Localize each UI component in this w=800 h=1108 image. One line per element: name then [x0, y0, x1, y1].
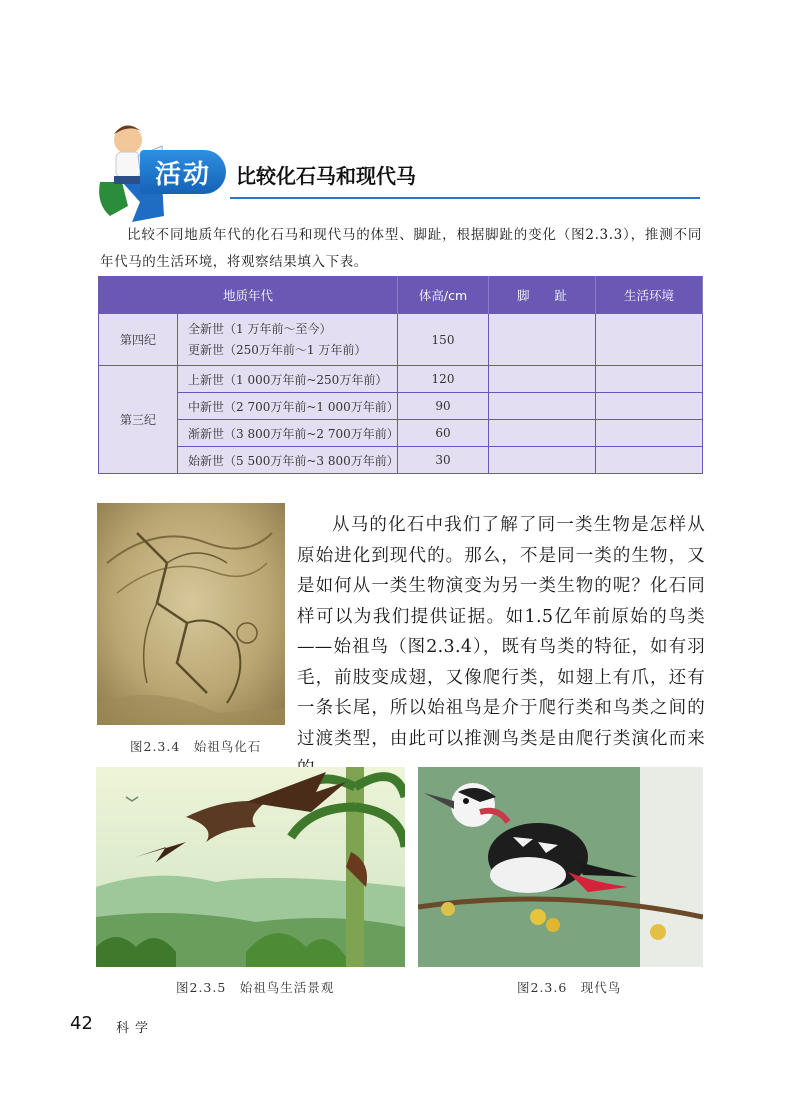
figure-caption: 图2.3.5 始祖鸟生活景观 — [176, 980, 335, 995]
header-geologic-era: 地质年代 — [99, 277, 398, 314]
table-row — [99, 447, 703, 474]
activity-underline — [230, 197, 700, 199]
horse-fossil-table — [98, 276, 703, 474]
toes-cell[interactable] — [489, 314, 596, 366]
epoch-line: 全新世（1 万年前～至今） — [188, 321, 332, 336]
era-cell: 第三纪 — [99, 366, 178, 474]
habitat-cell[interactable] — [596, 420, 703, 447]
header-habitat: 生活环境 — [596, 277, 703, 314]
subject-label: 科学 — [116, 1021, 155, 1036]
toes-cell[interactable] — [489, 366, 596, 393]
table-row — [99, 366, 703, 393]
archaeopteryx-habitat-image — [96, 767, 405, 967]
epoch-cell: 上新世（1 000万年前~250万年前） — [178, 366, 398, 393]
epoch-cell: 渐新世（3 800万年前~2 700万年前） — [178, 420, 398, 447]
height-cell: 120 — [398, 366, 489, 393]
height-cell: 30 — [398, 447, 489, 474]
height-cell: 150 — [398, 314, 489, 366]
epoch-line: 更新世（250万年前～1 万年前） — [188, 342, 367, 357]
header-toes: 脚 趾 — [489, 277, 596, 314]
toes-cell[interactable] — [489, 393, 596, 420]
habitat-cell[interactable] — [596, 366, 703, 393]
page-number: 42 — [70, 1013, 93, 1034]
archaeopteryx-fossil-image — [97, 503, 285, 725]
figure-caption: 图2.3.6 现代鸟 — [517, 980, 622, 995]
height-cell: 60 — [398, 420, 489, 447]
table-row — [99, 393, 703, 420]
activity-instructions: 比较不同地质年代的化石马和现代马的体型、脚趾，根据脚趾的变化（图2.3.3），推测不同年代马的生活环境，将观察结果填入下表。 — [100, 227, 702, 270]
figure-caption: 图2.3.4 始祖鸟化石 — [130, 739, 262, 754]
habitat-cell[interactable] — [596, 447, 703, 474]
toes-cell[interactable] — [489, 447, 596, 474]
toes-cell[interactable] — [489, 420, 596, 447]
activity-title: 比较化石马和现代马 — [236, 164, 416, 188]
activity-badge — [140, 150, 226, 194]
table-row — [99, 420, 703, 447]
habitat-cell[interactable] — [596, 314, 703, 366]
modern-bird-image — [418, 767, 703, 967]
activity-badge-label: 活动 — [154, 159, 211, 190]
epoch-cell: 始新世（5 500万年前~3 800万年前） — [178, 447, 398, 474]
epoch-cell — [178, 314, 398, 366]
epoch-cell: 中新世（2 700万年前~1 000万年前） — [178, 393, 398, 420]
habitat-cell[interactable] — [596, 393, 703, 420]
table-row — [99, 314, 703, 366]
header-body-height: 体高/cm — [398, 277, 489, 314]
era-cell: 第四纪 — [99, 314, 178, 366]
height-cell: 90 — [398, 393, 489, 420]
body-paragraph: 从马的化石中我们了解了同一类生物是怎样从原始进化到现代的。那么，不是同一类的生物，又是如何从一类生物演变为另一类生物的呢？化石同样可以为我们提供证据。如1.5亿年前原始的鸟类——始祖鸟（图2.3.4），既有鸟类的特征，如有羽毛，前肢变成翅，又像爬行类，如翅上有爪，还有一条长尾，所以始祖鸟是介于爬行类和鸟类之间的过渡类型，由此可以推测鸟类是由爬行类演化而来 — [297, 515, 705, 749]
